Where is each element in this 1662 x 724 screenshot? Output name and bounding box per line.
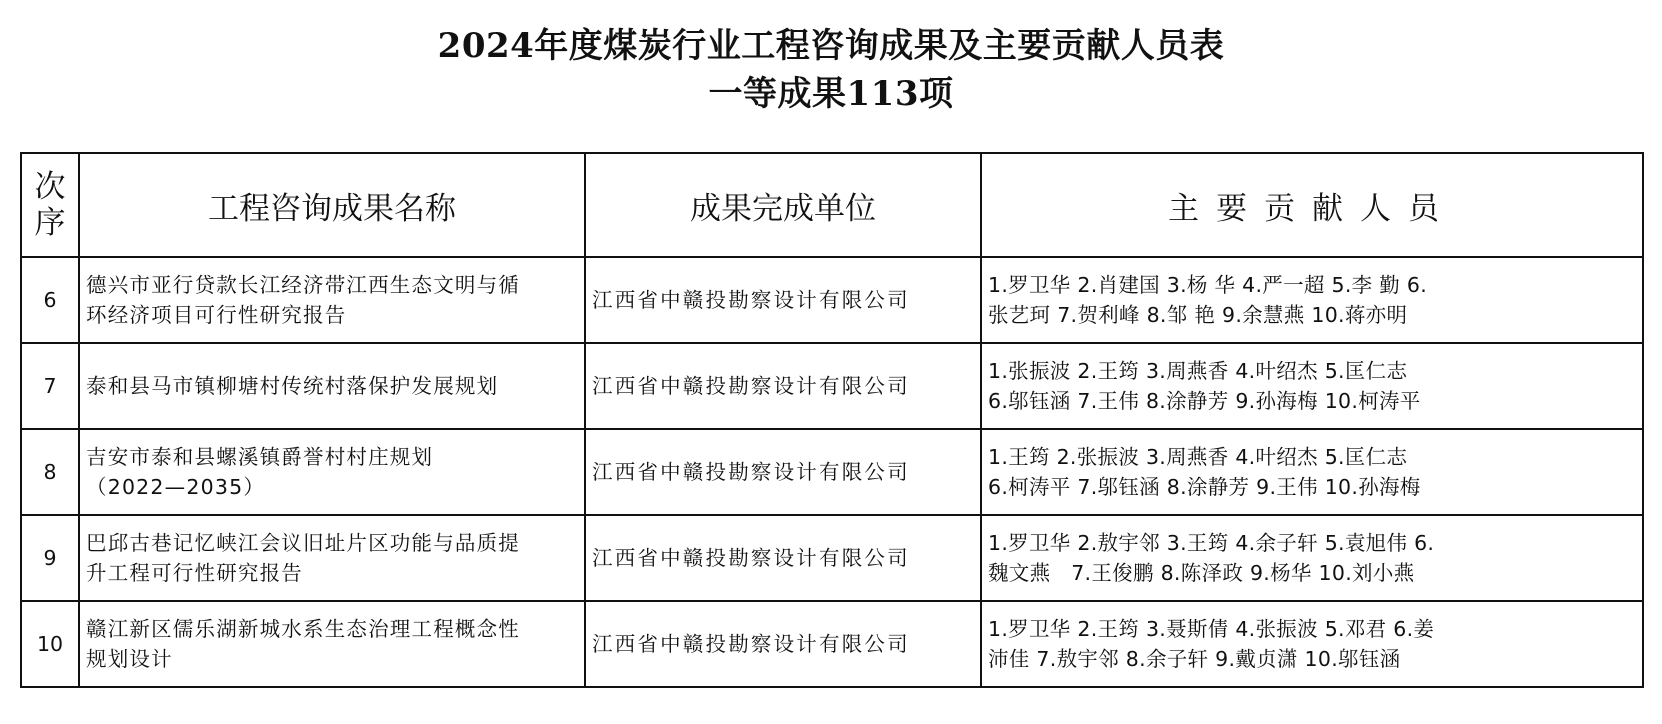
people-line: 1.王筠 2.张振波 3.周燕香 4.叶绍杰 5.匡仁志 xyxy=(988,445,1408,469)
people-line: 6.柯涛平 7.邬钰涵 8.涂静芳 9.王伟 10.孙海梅 xyxy=(988,475,1421,499)
header-seq-line-2: 序 xyxy=(34,205,66,241)
row-seq: 10 xyxy=(21,601,79,687)
row-project-name xyxy=(79,601,585,687)
people-line: 沛佳 7.敖宇邻 8.余子轩 9.戴贞潇 10.邬钰涵 xyxy=(988,647,1401,671)
table-row xyxy=(21,343,1643,429)
title-line-1: 2024年度煤炭行业工程咨询成果及主要贡献人员表 xyxy=(437,26,1225,66)
row-people xyxy=(981,429,1643,515)
people-line: 1.罗卫华 2.王筠 3.聂斯倩 4.张振波 5.邓君 6.姜 xyxy=(988,617,1435,641)
results-table xyxy=(20,152,1644,688)
project-name-line: 规划设计 xyxy=(86,647,173,671)
row-people xyxy=(981,515,1643,601)
row-seq: 8 xyxy=(21,429,79,515)
people-line: 1.罗卫华 2.敖宇邻 3.王筠 4.余子轩 5.袁旭伟 6. xyxy=(988,531,1435,555)
row-unit: 江西省中赣投勘察设计有限公司 xyxy=(585,601,981,687)
row-seq: 7 xyxy=(21,343,79,429)
people-line: 6.邬钰涵 7.王伟 8.涂静芳 9.孙海梅 10.柯涛平 xyxy=(988,389,1421,413)
header-seq-line-1: 次 xyxy=(34,169,66,205)
row-seq: 9 xyxy=(21,515,79,601)
project-name-line: 赣江新区儒乐湖新城水系生态治理工程概念性 xyxy=(86,617,520,641)
table-header-row xyxy=(21,153,1643,257)
people-line: 张艺珂 7.贺利峰 8.邹 艳 9.余慧燕 10.蒋亦明 xyxy=(988,303,1408,327)
header-people: 主要贡献人员 xyxy=(981,153,1643,257)
header-name: 工程咨询成果名称 xyxy=(79,153,585,257)
project-name-line: 吉安市泰和县螺溪镇爵誉村村庄规划 xyxy=(86,445,434,469)
row-project-name xyxy=(79,343,585,429)
row-people xyxy=(981,257,1643,343)
people-line: 1.罗卫华 2.肖建国 3.杨 华 4.严一超 5.李 勤 6. xyxy=(988,273,1428,297)
row-project-name xyxy=(79,515,585,601)
header-unit: 成果完成单位 xyxy=(585,153,981,257)
row-project-name xyxy=(79,257,585,343)
project-name-line: 升工程可行性研究报告 xyxy=(86,561,303,585)
people-line: 魏文燕 7.王俊鹏 8.陈泽政 9.杨华 10.刘小燕 xyxy=(988,561,1415,585)
title-line-2: 一等成果113项 xyxy=(708,74,954,114)
people-line: 1.张振波 2.王筠 3.周燕香 4.叶绍杰 5.匡仁志 xyxy=(988,359,1408,383)
document-title xyxy=(0,22,1662,118)
project-name-line: （2022—2035） xyxy=(86,475,266,499)
project-name-line: 环经济项目可行性研究报告 xyxy=(86,303,347,327)
row-unit: 江西省中赣投勘察设计有限公司 xyxy=(585,257,981,343)
row-unit: 江西省中赣投勘察设计有限公司 xyxy=(585,343,981,429)
project-name-line: 德兴市亚行贷款长江经济带江西生态文明与循 xyxy=(86,273,520,297)
header-seq xyxy=(21,153,79,257)
row-seq: 6 xyxy=(21,257,79,343)
table-row xyxy=(21,429,1643,515)
row-people xyxy=(981,601,1643,687)
project-name-line: 泰和县马市镇柳塘村传统村落保护发展规划 xyxy=(86,374,499,398)
table-row xyxy=(21,515,1643,601)
row-unit: 江西省中赣投勘察设计有限公司 xyxy=(585,515,981,601)
row-people xyxy=(981,343,1643,429)
row-unit: 江西省中赣投勘察设计有限公司 xyxy=(585,429,981,515)
project-name-line: 巴邱古巷记忆峡江会议旧址片区功能与品质提 xyxy=(86,531,520,555)
table-row xyxy=(21,601,1643,687)
row-project-name xyxy=(79,429,585,515)
table-row xyxy=(21,257,1643,343)
